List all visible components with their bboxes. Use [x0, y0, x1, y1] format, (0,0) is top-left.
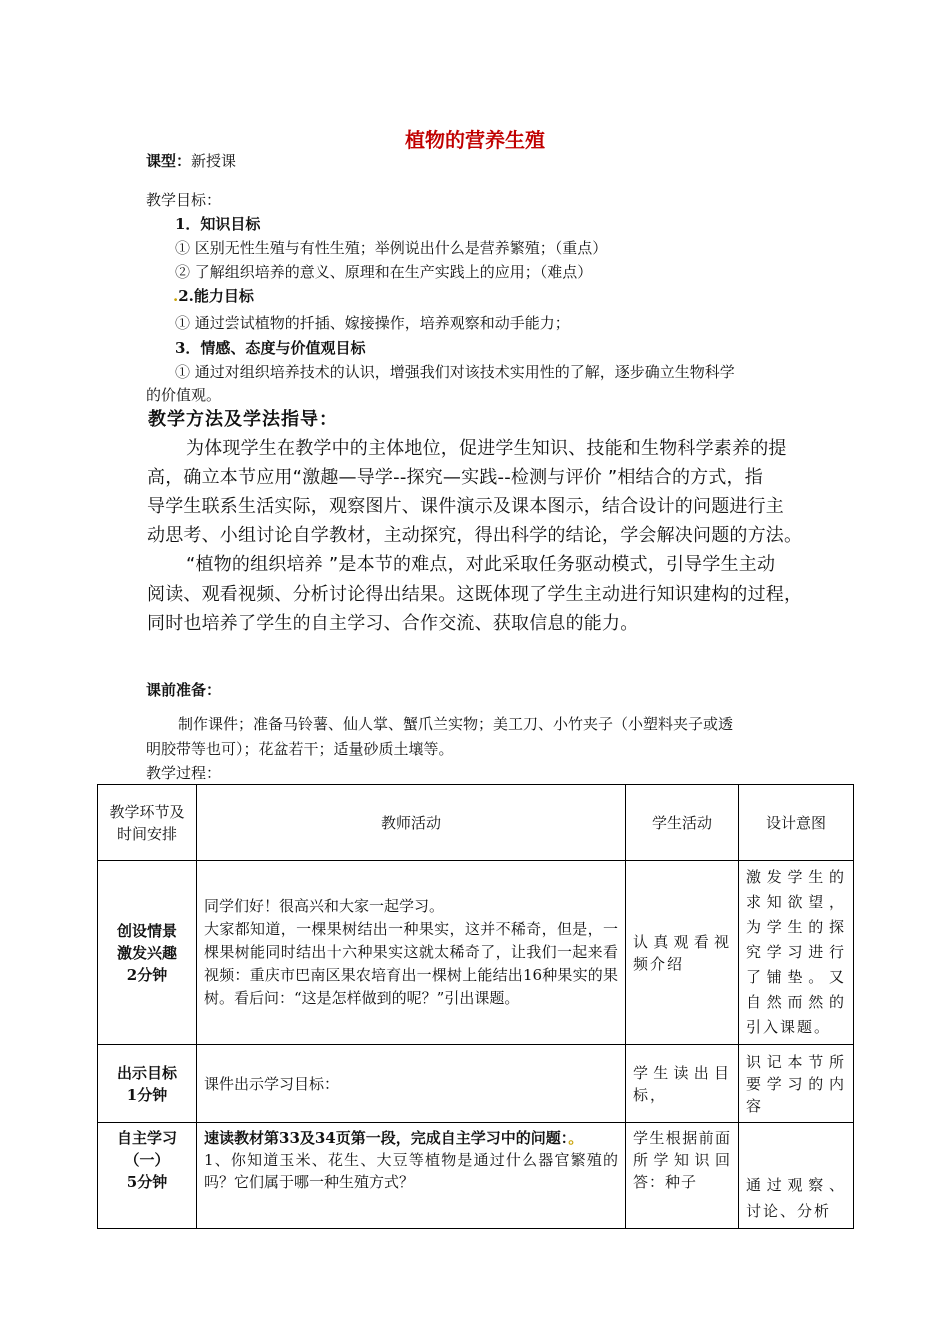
stage-cell: [98, 1045, 197, 1123]
teacher-task: [204, 1127, 618, 1149]
process-label: 教学过程：: [146, 764, 222, 782]
page-title: 植物的营养生殖: [405, 128, 545, 152]
intent-cell: 激发学生的求知欲望，为学生的探究学习进行了铺垫。又自然而然的引入课题。: [739, 861, 854, 1045]
stage-line: 2分钟: [126, 965, 168, 984]
teacher-cell: [197, 861, 626, 1045]
teacher-cell: 课件出示学习目标：: [197, 1045, 626, 1123]
teacher-question: 1、你知道玉米、花生、大豆等植物是通过什么器官繁殖的吗？它们属于哪一种生殖方式？: [204, 1151, 618, 1191]
stage-cell: [98, 1123, 197, 1229]
stage-cell: [98, 861, 197, 1045]
table-row: [98, 1123, 854, 1229]
teacher-cell: [197, 1123, 626, 1229]
yellow-marker: 。: [568, 1129, 584, 1147]
stage-line: 激发兴趣: [116, 943, 177, 962]
stage-line: 自主学习: [116, 1129, 177, 1147]
stage-line: 1分钟: [126, 1085, 168, 1104]
method-paragraph-line: 同时也培养了学生的自主学习、合作交流、获取信息的能力。: [147, 613, 639, 634]
teacher-task-text: 速读教材第33及34页第一段，完成自主学习中的问题：: [204, 1129, 569, 1147]
header-teacher: 教师活动: [197, 785, 626, 861]
objective-attitude-item-cont: 的价值观。: [146, 386, 222, 404]
header-stage: 教学环节及时间安排: [98, 785, 197, 861]
objective-knowledge-title: 1．知识目标: [175, 215, 261, 233]
teacher-paragraph: 大家都知道，一棵果树结出一种果实，这并不稀奇，但是，一棵果树能同时结出十六种果实这就太稀奇了，让我们一起来看视频：重庆市巴南区果农培育出一棵树上能结出16种果实的果树。看后问：“这是怎样做到的呢？”引出课题。: [204, 920, 618, 1007]
header-intent: 设计意图: [739, 785, 854, 861]
method-heading: 教学方法及学法指导：: [148, 409, 338, 430]
method-paragraph-line: 导学生联系生活实际，观察图片、课件演示及课本图示，结合设计的问题进行主: [147, 496, 784, 517]
method-paragraph-line: “植物的组织培养 ”是本节的难点，对此采取任务驱动模式，引导学生主动: [186, 554, 776, 575]
objective-ability-title-text: 2.能力目标: [178, 287, 254, 305]
method-paragraph-line: 高，确立本节应用“激趣—导学--探究—实践--检测与评价 ”相结合的方式，指: [147, 467, 763, 488]
objective-ability-title: [173, 285, 254, 307]
method-paragraph-line: 阅读、观看视频、分析讨论得出结果。这既体现了学生主动进行知识建构的过程，: [147, 584, 803, 605]
prep-line: 明胶带等也可）；花盆若干；适量砂质土壤等。: [146, 740, 454, 758]
intent-cell: 识记本节所要学习的内容: [739, 1045, 854, 1123]
method-paragraph-line: 为体现学生在教学中的主体地位，促进学生知识、技能和生物科学素养的提: [186, 438, 787, 459]
table-row: [98, 861, 854, 1045]
method-paragraph-line: 动思考、小组讨论自学教材，主动探究，得出科学的结论，学会解决问题的方法。: [147, 525, 803, 546]
header-student: 学生活动: [626, 785, 739, 861]
teacher-line: 同学们好！很高兴和大家一起学习。: [204, 897, 445, 915]
objective-ability-item: ① 通过尝试植物的扦插、嫁接操作，培养观察和动手能力；: [175, 314, 570, 332]
objective-attitude-title: 3．情感、态度与价值观目标: [175, 339, 366, 357]
course-type: [146, 150, 236, 172]
student-cell: 认真观看视频介绍: [626, 861, 739, 1045]
course-type-value: 新授课: [191, 152, 237, 170]
objective-attitude-item: ① 通过对组织培养技术的认识，增强我们对该技术实用性的了解，逐步确立生物科学: [175, 363, 735, 381]
objective-knowledge-item: ② 了解组织培养的意义、原理和在生产实践上的应用；（难点）: [175, 263, 593, 281]
stage-line: 创设情景: [116, 921, 177, 940]
intent-cell: 通过观察、讨论、分析: [739, 1123, 854, 1229]
table-row: [98, 1045, 854, 1123]
objective-knowledge-item: ① 区别无性生殖与有性生殖；举例说出什么是营养繁殖；（重点）: [175, 239, 608, 257]
yellow-marker: .: [173, 287, 179, 305]
prep-heading: 课前准备：: [146, 681, 222, 699]
stage-line: 5分钟: [126, 1173, 168, 1191]
course-type-label: 课型：: [146, 152, 192, 170]
process-table: [97, 784, 854, 1229]
objectives-label: 教学目标：: [146, 191, 222, 209]
stage-line: （一）: [124, 1151, 170, 1169]
student-cell: 学生读出目标，: [626, 1045, 739, 1123]
student-cell: 学生根据前面所学知识回答：种子: [626, 1123, 739, 1229]
prep-line: 制作课件；准备马铃薯、仙人掌、蟹爪兰实物；美工刀、小竹夹子（小塑料夹子或透: [178, 715, 734, 733]
table-header-row: [98, 785, 854, 861]
stage-line: 出示目标: [116, 1063, 177, 1082]
